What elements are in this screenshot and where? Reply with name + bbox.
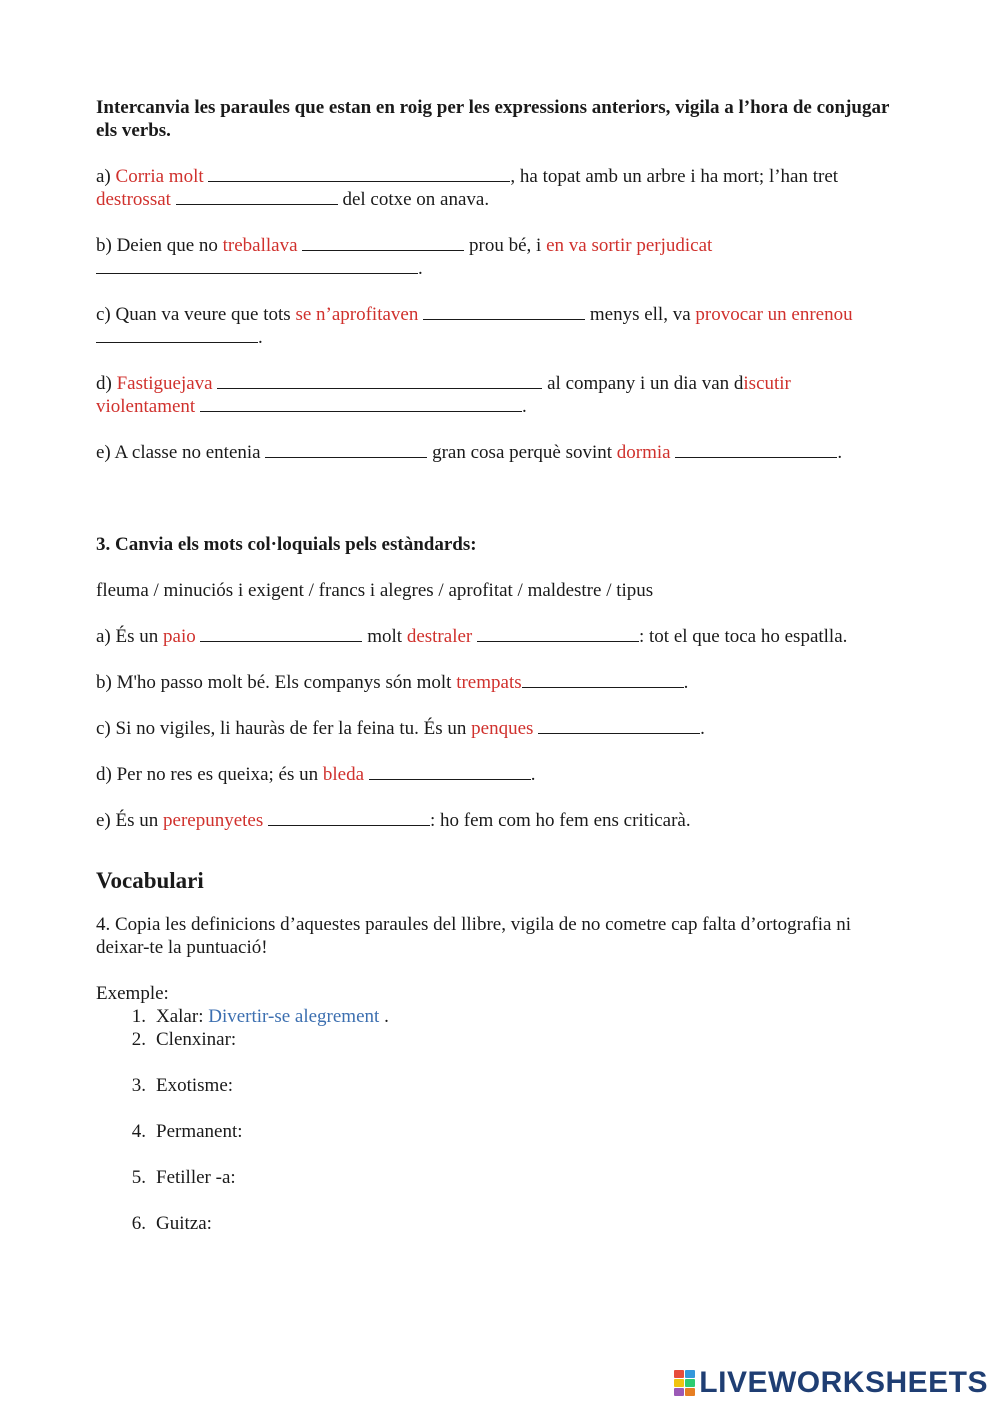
- vocabulari-heading: Vocabulari: [96, 868, 204, 893]
- logo-square: [674, 1388, 684, 1396]
- answer-blank[interactable]: [268, 809, 430, 826]
- logo-square: [685, 1379, 695, 1387]
- exercise3-d: d) Per no res es queixa; és un bleda .: [96, 764, 536, 785]
- exercise2-c: c) Quan va veure que tots se n’aprofitaven menys ell, va provocar un enrenou .: [96, 304, 853, 348]
- list-item[interactable]: 2. Clenxinar:: [131, 1029, 237, 1050]
- answer-blank[interactable]: [477, 625, 639, 642]
- logo-square: [674, 1370, 684, 1378]
- logo-square: [685, 1370, 695, 1378]
- answer-blank[interactable]: [208, 165, 510, 182]
- example-definition: Divertir-se alegrement: [208, 1006, 380, 1027]
- logo-icon: [674, 1370, 695, 1396]
- answer-blank[interactable]: [423, 303, 585, 320]
- list-item[interactable]: 6. Guitza:: [131, 1213, 212, 1234]
- answer-blank[interactable]: [217, 372, 542, 389]
- logo-square: [685, 1388, 695, 1396]
- red-word: dormia: [616, 442, 671, 463]
- answer-blank[interactable]: [200, 395, 522, 412]
- red-word: penques: [471, 718, 534, 739]
- red-word: violentament: [96, 396, 196, 417]
- exercise2-d: d) Fastiguejava al company i un dia van discutir violentament .: [96, 373, 791, 417]
- red-word: destraler: [406, 626, 473, 647]
- answer-blank[interactable]: [96, 257, 418, 274]
- list-item: 1. Xalar: Divertir-se alegrement .: [131, 1006, 389, 1027]
- exercise3-b: b) M'ho passo molt bé. Els companys són molt trempats .: [96, 672, 689, 693]
- answer-blank[interactable]: [675, 441, 837, 458]
- exercise3-e: e) És un perepunyetes : ho fem com ho fem ens criticarà.: [96, 810, 691, 831]
- example-label: Exemple:: [96, 983, 169, 1004]
- exercise2-e: e) A classe no entenia gran cosa perquè sovint dormia .: [96, 442, 843, 463]
- red-word: iscutir: [743, 373, 791, 394]
- list-item[interactable]: 3. Exotisme:: [131, 1075, 234, 1096]
- red-word: destrossat: [96, 189, 171, 210]
- answer-blank[interactable]: [538, 717, 700, 734]
- red-word: bleda: [322, 764, 365, 785]
- red-word: en va sortir perjudicat: [546, 235, 713, 256]
- answer-blank[interactable]: [96, 326, 258, 343]
- answer-blank[interactable]: [369, 763, 531, 780]
- worksheet-page: [96, 96, 906, 1258]
- liveworksheets-logo[interactable]: [674, 1366, 988, 1400]
- red-word: se n’aprofitaven: [295, 304, 419, 325]
- vocab-instruction: 4. Copia les definicions d’aquestes paraules del llibre, vigila de no cometre cap falta d’ortografia ni deixar-te la puntuació!: [96, 914, 851, 958]
- answer-blank[interactable]: [302, 234, 464, 251]
- answer-blank[interactable]: [522, 671, 684, 688]
- exercise2-a: a) Corria molt , ha topat amb un arbre i ha mort; l’han tret destrossat del cotxe on anava.: [96, 166, 839, 210]
- brand-name: LIVEWORKSHEETS: [699, 1366, 988, 1399]
- red-word: Corria molt: [115, 166, 204, 187]
- red-word: perepunyetes: [163, 810, 264, 831]
- section2-instruction: Intercanvia les paraules que estan en roig per les expressions anteriors, vigila a l’hora de conjugar els verbs.: [96, 97, 890, 141]
- red-word: provocar un enrenou: [695, 304, 853, 325]
- answer-blank[interactable]: [176, 188, 338, 205]
- answer-blank[interactable]: [200, 625, 362, 642]
- section3-options: fleuma / minuciós i exigent / francs i alegres / aprofitat / maldestre / tipus: [96, 580, 654, 601]
- exercise3-c: c) Si no vigiles, li hauràs de fer la feina tu. És un penques .: [96, 718, 705, 739]
- answer-blank[interactable]: [265, 441, 427, 458]
- logo-square: [674, 1379, 684, 1387]
- red-word: trempats: [456, 672, 522, 693]
- exercise3-a: a) És un paio molt destraler : tot el que toca ho espatlla.: [96, 626, 848, 647]
- vocab-list: [96, 1005, 906, 1235]
- list-item[interactable]: 5. Fetiller -a:: [131, 1167, 236, 1188]
- list-item[interactable]: 4. Permanent:: [131, 1121, 243, 1142]
- red-word: treballava: [222, 235, 298, 256]
- exercise2-b: b) Deien que no treballava prou bé, i en va sortir perjudicat .: [96, 235, 713, 279]
- section3-title: 3. Canvia els mots col·loquials pels estàndards:: [96, 534, 477, 555]
- red-word: Fastiguejava: [116, 373, 213, 394]
- red-word: paio: [163, 626, 196, 647]
